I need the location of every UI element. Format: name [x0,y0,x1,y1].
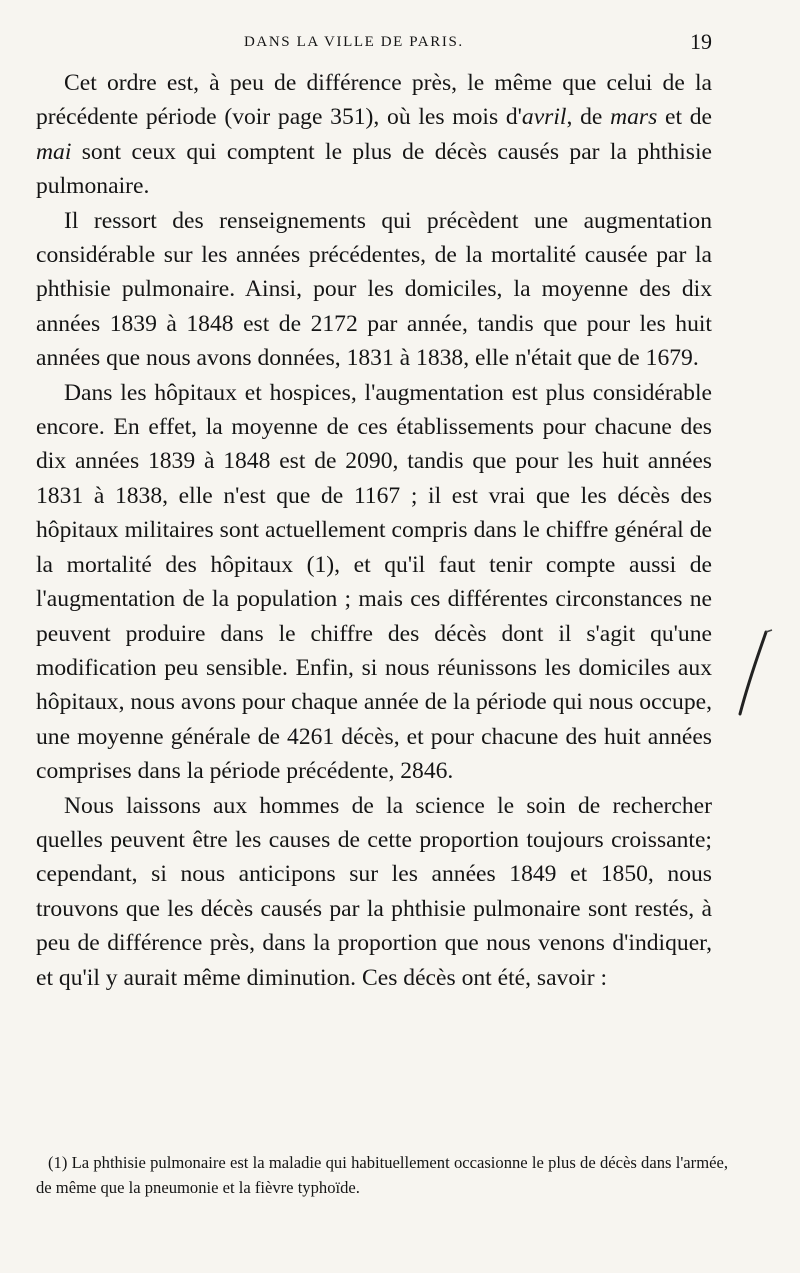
page-header [36,30,712,60]
month-mai: mai [36,138,72,165]
month-mars: mars [610,104,658,131]
paragraph-4: Nous laissons aux hommes de la science le soin de rechercher quelles peuvent être les causes de cette proportion toujours croissante; cependant, si nous anticipons sur les années 1849 et 1850, nous trouvons que les décès causés par la phthisie pulmonaire sont restés, à peu de différence près, dans la proportion que nous venons d'indiquer, et qu'il y aurait même diminution. Ces décès ont été, savoir : [36,792,712,991]
paragraph-1 [36,66,712,204]
month-avril: avril [521,104,567,131]
paragraph-1-mid2: et de [657,104,713,131]
paragraph-2: Il ressort des renseignements qui précèdent une augmentation considérable sur les années précédentes, de la mortalité causée par la phthisie pulmonaire. Ainsi, pour les domiciles, la moyenne des dix années 1839 à 1848 est de 2172 par année, tandis que pour les huit années que nous avons données, 1831 à 1838, elle n'était que de 1679. [36,207,712,372]
paragraph-3: Dans les hôpitaux et hospices, l'augmentation est plus considérable encore. En effet, la moyenne de ces établissements pour chacune des dix années 1839 à 1848 est de 2090, tandis que pour les huit années 1831 à 1838, elle n'est que de 1167 ; il est vrai que les décès des hôpitaux militaires sont actuellement compris dans le chiffre général de la mortalité des hôpitaux (1), et qu'il faut tenir compte aussi de l'augmentation de la population ; mais ces différentes circonstances ne peuvent produire dans le chiffre des décès dont il s'agit qu'une modification peu sensible. Enfin, si nous réunissons les domiciles aux hôpitaux, nous avons pour chaque année de la période qui nous occupe, une moyenne générale de 4261 décès, et pour chacune des huit années comprises dans la période précédente, 2846. [36,379,712,785]
paragraph-1-mid1: , de [566,104,611,131]
page-number: 19 [690,29,712,54]
footnote-text: (1) La phthisie pulmonaire est la maladie qui habituellement occasionne le plus de décès dans l'armée, de même que la pneumonie et la fièvre typhoïde. [36,1153,728,1197]
running-head: DANS LA VILLE DE PARIS. [244,34,464,50]
footnote [36,1150,728,1200]
paragraph-1-lead: Cet ordre est, à peu de différence près, le même que celui de la précédente période (voir page 351), où les mois d' [36,70,712,131]
paragraph-1-tail: sont ceux qui comptent le plus de décès causés par la phthisie pulmonaire. [36,138,712,200]
body-text [36,66,712,995]
pencil-mark-icon [736,628,776,718]
